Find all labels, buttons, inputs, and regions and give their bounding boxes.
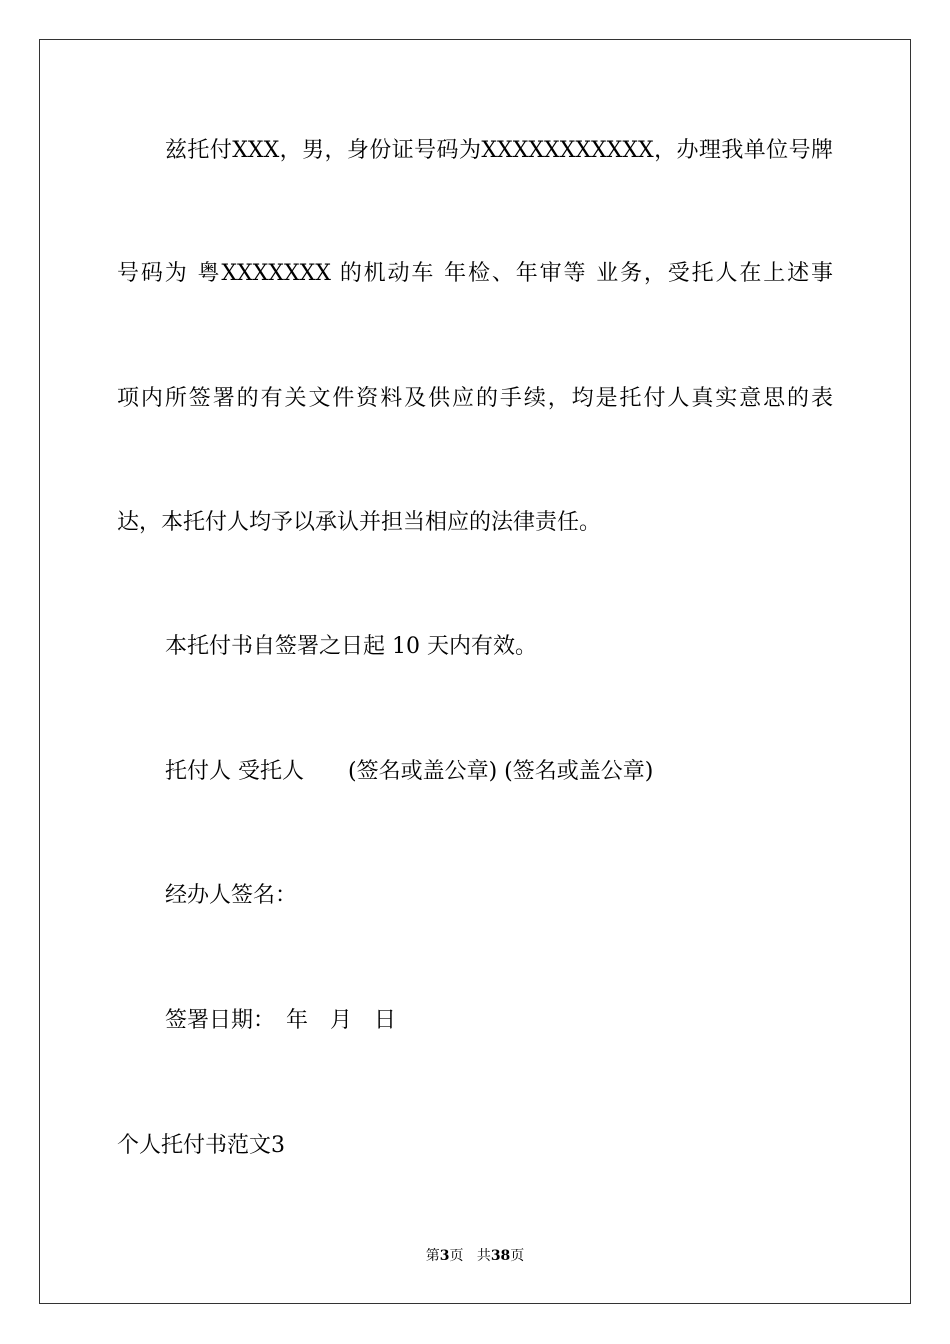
validity-statement: 本托付书自签署之日起 10 天内有效。	[165, 634, 537, 659]
total-suffix: 页	[510, 1248, 525, 1264]
page-total: 38	[490, 1248, 511, 1264]
page-prefix: 第	[425, 1248, 440, 1264]
page-frame	[39, 39, 911, 1304]
sign-date-label: 签署日期： 年 月 日	[165, 1008, 397, 1033]
paragraph-line: 项内所签署的有关文件资料及供应的手续，均是托付人真实意思的表	[117, 386, 833, 411]
page-current: 3	[439, 1248, 450, 1264]
paragraph-line: 达，本托付人均予以承认并担当相应的法律责任。	[117, 510, 602, 535]
page-footer	[0, 1246, 950, 1266]
paragraph-line: 兹托付XXX，男，身份证号码为XXXXXXXXXXX，办理我单位号牌	[165, 138, 833, 163]
section-heading: 个人托付书范文3	[117, 1133, 285, 1158]
signatories-line: 托付人 受托人 (签名或盖公章) (签名或盖公章)	[165, 759, 654, 784]
page-suffix: 页	[449, 1248, 464, 1264]
total-prefix: 共	[476, 1248, 491, 1264]
handler-signature-label: 经办人签名：	[165, 883, 298, 908]
paragraph-line: 号码为 粤XXXXXXX 的机动车 年检、年审等 业务，受托人在上述事	[117, 261, 833, 286]
